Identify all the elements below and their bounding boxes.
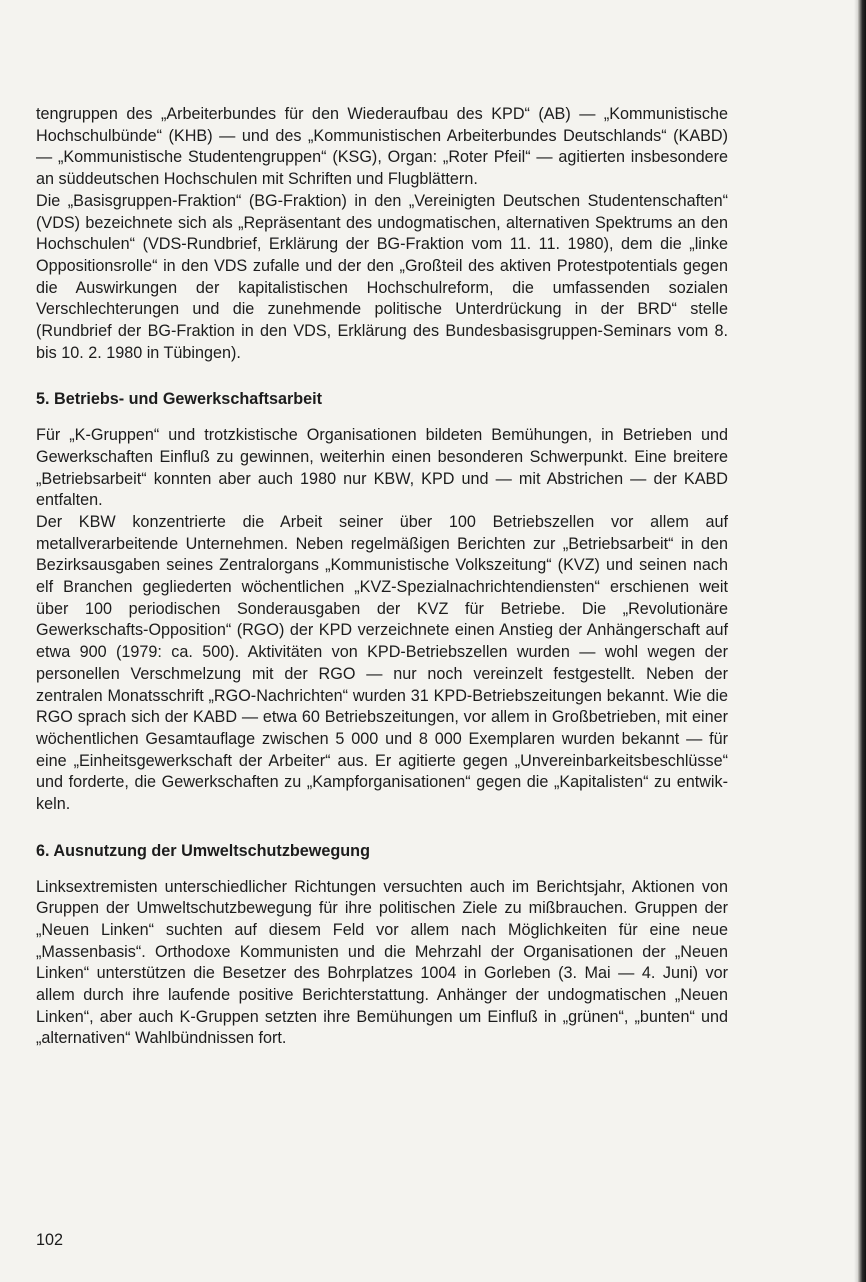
basisgruppen-paragraph: Die „Basisgruppen-Fraktion“ (BG-Fraktion) in den „Vereinigten Deutschen Studentenschaften“ (VDS) bezeichnete sich als „Repräsentant des undogmatischen, alternativen Spektrums an den Hochschulen“ (VDS-Rundbrief, Erklärung der BG-Fraktion vom 11. 11. 1980), dem die „linke Oppositionsrolle“ in den VDS zufalle und der den „Großteil des aktiven Protestpotentials gegen die Auswirkungen der kapitalistischen Hochschulreform, die umfassenden sozialen Verschlechterungen und die zunehmende politische Unterdrückung in der BRD“ stelle (Rundbrief der BG-Fraktion in den VDS, Erklärung des Bundesbasisgruppen-Seminars vom 8. bis 10. 2. 1980 in Tübingen). [36, 191, 728, 362]
section-6-paragraph-1: Linksextremisten unterschiedlicher Richtungen versuchten auch im Berichtsjahr, Aktionen von Gruppen der Umweltschutzbewegung für ihre politischen Ziele zu mißbrauchen. Gruppen der „Neuen Linken“ suchten auf diesem Feld vor allem nach Möglichkeiten für eine neue „Massenbasis“. Orthodoxe Kommunisten und die Mehrzahl der Organisationen der „Neuen Linken“ unterstützen die Besetzer des Bohrplatzes 1004 in Gorleben (3. Mai — 4. Juni) vor allem durch ihre laufende positive Berichterstattung. Anhänger der undogmatischen „Neuen Linken“, aber auch K-Gruppen setzten ihre Bemühungen um Einfluß in „grünen“, „bunten“ und „alternativen“ Wahlbündnissen fort. [36, 877, 728, 1048]
page-body [36, 104, 728, 1050]
binding-edge [858, 0, 866, 1282]
heading-spacer [36, 411, 728, 425]
continuation-paragraph: tengruppen des „Arbeiterbundes für den Wiederaufbau des KPD“ (AB) — „Kommunistische Hochschulbünde“ (KHB) — und des „Kommunistischen Arbeiterbundes Deutschlands“ (KABD) — „Kommunistische Studentengruppen“ (KSG), Organ: „Roter Pfeil“ — agitierten insbesondere an süddeutschen Hochschulen mit Schriften und Flugblättern. [36, 105, 728, 189]
section-5-paragraph-2: Der KBW konzentrierte die Arbeit seiner über 100 Betriebszellen vor allem auf metallverarbeitende Unternehmen. Neben regelmäßigen Berichten zur „Betriebsarbeit“ in den Bezirksausgaben seines Zentralorgans „Kommunistische Volkszeitung“ (KVZ) und seinen nach elf Branchen gegliederten wöchentlichen „KVZ-Spezialnachrichtendiensten“ erschienen weit über 100 periodischen Sonderausgaben der KVZ für Betriebe. Die „Revolutionäre Gewerkschafts-Opposition“ (RGO) der KPD verzeichnete einen Anstieg der Anhängerschaft auf etwa 900 (1979: ca. 500). Aktivitäten von KPD-Betriebszellen wurden — wohl wegen der personellen Verschmelzung mit der RGO — nur noch vereinzelt festgestellt. Neben der zentralen Monatsschrift „RGO-Nachrichten“ wurden 31 KPD-Betriebszeitungen bekannt. Wie die RGO sprach sich der KABD — etwa 60 Betriebszeitungen, vor allem in Großbetrieben, mit einer wöchentlichen Gesamtauflage zwischen 5 000 und 8 000 Exemplaren wurden bekannt — für eine „Einheitsgewerkschaft der Arbeiter“ aus. Er agitierte gegen „Unvereinbarkeitsbeschlüsse“ und forderte, die Gewerkschaften zu „Kampforganisationen“ gegen die „Kapitalisten“ zu entwikkeln. [36, 512, 728, 814]
heading-spacer [36, 863, 728, 877]
section-spacer [36, 816, 728, 841]
page-number: 102 [36, 1231, 64, 1249]
section-spacer [36, 364, 728, 389]
section-6-heading: 6. Ausnutzung der Umweltschutzbewegung [36, 841, 370, 860]
section-5-heading: 5. Betriebs- und Gewerkschaftsarbeit [36, 390, 323, 409]
section-5-paragraph-1: Für „K-Gruppen“ und trotzkistische Organisationen bildeten Bemühungen, in Betrieben und Gewerkschaften Einfluß zu gewinnen, weiterhin einen besonderen Schwerpunkt. Eine breitere „Betriebsarbeit“ konnten aber auch 1980 nur KBW, KPD und — mit Abstrichen — der KABD entfalten. [36, 426, 728, 510]
